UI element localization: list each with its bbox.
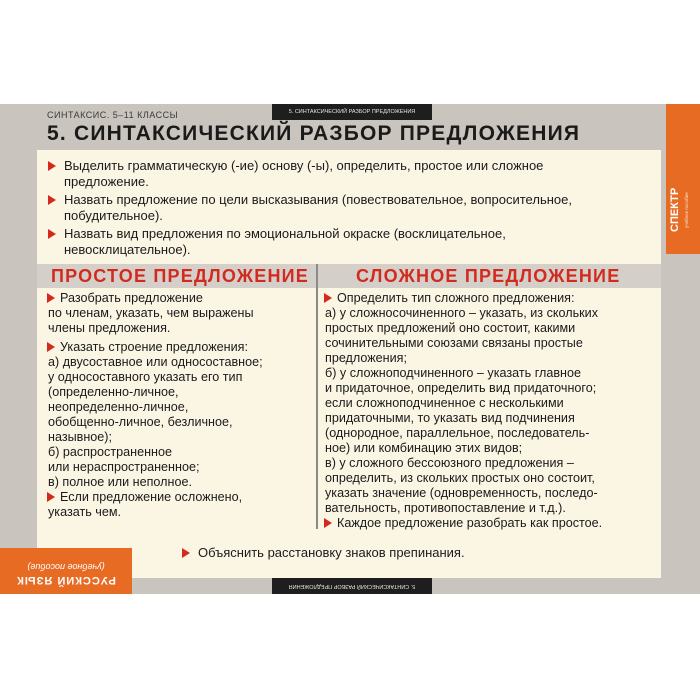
intro-item-line: Назвать вид предложения по эмоциональной окраске (восклицательное, bbox=[64, 226, 506, 241]
column-line: Разобрать предложение bbox=[48, 291, 310, 306]
top-tab: 5. СИНТАКСИЧЕСКИЙ РАЗБОР ПРЕДЛОЖЕНИЯ bbox=[272, 104, 432, 120]
intro-item-line: невосклицательное). bbox=[64, 242, 191, 257]
intro-item bbox=[48, 192, 654, 224]
column-line: придаточными, то указать вид подчинения bbox=[325, 411, 575, 425]
column-line: вательность, противопоставление и т.д.). bbox=[325, 501, 566, 515]
column-line: и придаточное, определить вид придаточного; bbox=[325, 381, 597, 395]
bullet-triangle-icon bbox=[47, 492, 55, 502]
bullet-triangle-icon bbox=[182, 548, 190, 558]
intro-item-line: Назвать предложение по цели высказывания (повествовательное, вопросительное, bbox=[64, 192, 572, 207]
column-line: обобщенно-личное, безличное, bbox=[48, 415, 233, 429]
bullet-triangle-icon bbox=[48, 229, 56, 239]
intro-item-line: побудительное). bbox=[64, 208, 163, 223]
column-line: Определить тип сложного предложения: bbox=[325, 291, 661, 306]
intro-item-line: предложение. bbox=[64, 174, 149, 189]
publisher-fine-print: учебное пособие bbox=[684, 192, 689, 228]
intro-item bbox=[48, 226, 654, 258]
column-line: по членам, указать, чем выражены bbox=[48, 306, 254, 320]
subject-label: РУССКИЙ ЯЗЫК bbox=[16, 574, 116, 586]
column-line: ное) или комбинацию этих видов; bbox=[325, 441, 523, 455]
column-line: в) у сложного бессоюзного предложения – bbox=[325, 456, 574, 470]
publisher-strip bbox=[666, 104, 700, 254]
subject-note: (учебное пособие) bbox=[27, 562, 105, 572]
final-instruction: Объяснить расстановку знаков препинания. bbox=[182, 545, 465, 560]
page-title: 5. СИНТАКСИЧЕСКИЙ РАЗБОР ПРЕДЛОЖЕНИЯ bbox=[47, 122, 581, 145]
bullet-triangle-icon bbox=[48, 195, 56, 205]
column-line: простых предложений оно состоит, какими bbox=[325, 321, 576, 335]
series-label: СИНТАКСИС. 5–11 КЛАССЫ bbox=[47, 110, 179, 120]
column-line: назывное); bbox=[48, 430, 112, 444]
bullet-triangle-icon bbox=[324, 518, 332, 528]
intro-list bbox=[48, 158, 654, 260]
column-line: предложения; bbox=[325, 351, 407, 365]
column-line: указать чем. bbox=[48, 505, 121, 519]
bullet-triangle-icon bbox=[48, 161, 56, 171]
complex-sentence-column bbox=[325, 291, 661, 531]
column-line: б) распространенное bbox=[48, 445, 172, 459]
complex-sentence-heading: СЛОЖНОЕ ПРЕДЛОЖЕНИЕ bbox=[356, 266, 621, 286]
bullet-triangle-icon bbox=[47, 342, 55, 352]
column-line: Каждое предложение разобрать как простое. bbox=[325, 516, 661, 531]
column-line: указать значение (одновременность, последо- bbox=[325, 486, 598, 500]
column-line: Указать строение предложения: bbox=[48, 340, 310, 355]
publisher-logo: СПЕКТР bbox=[669, 187, 681, 232]
column-line: а) у сложносочиненного – указать, из скольких bbox=[325, 306, 598, 320]
column-line: неопределенно-личное, bbox=[48, 400, 189, 414]
column-line: если сложноподчиненное с несколькими bbox=[325, 396, 564, 410]
subject-strip bbox=[0, 548, 132, 594]
column-line: члены предложения. bbox=[48, 321, 171, 335]
column-line: (однородное, параллельное, последователь- bbox=[325, 426, 590, 440]
column-line: б) у сложноподчиненного – указать главное bbox=[325, 366, 582, 380]
bullet-triangle-icon bbox=[47, 293, 55, 303]
column-line: сочинительными союзами связаны простые bbox=[325, 336, 583, 350]
column-line: определить, из скольких простых оно состоит, bbox=[325, 471, 595, 485]
column-divider bbox=[316, 264, 318, 529]
bullet-triangle-icon bbox=[324, 293, 332, 303]
simple-sentence-column bbox=[48, 291, 310, 520]
bottom-tab: 5. СИНТАКСИЧЕСКИЙ РАЗБОР ПРЕДЛОЖЕНИЯ bbox=[272, 578, 432, 594]
intro-item bbox=[48, 158, 654, 190]
column-line: у односоставного указать его тип bbox=[48, 370, 243, 384]
simple-sentence-heading: ПРОСТОЕ ПРЕДЛОЖЕНИЕ bbox=[51, 266, 309, 286]
column-line: а) двусоставное или односоставное; bbox=[48, 355, 263, 369]
column-line: или нераспространенное; bbox=[48, 460, 200, 474]
column-line: в) полное или неполное. bbox=[48, 475, 192, 489]
column-line: Если предложение осложнено, bbox=[48, 490, 310, 505]
column-line: (определенно-личное, bbox=[48, 385, 179, 399]
intro-item-line: Выделить грамматическую (-ие) основу (-ы), определить, простое или сложное bbox=[64, 158, 544, 173]
